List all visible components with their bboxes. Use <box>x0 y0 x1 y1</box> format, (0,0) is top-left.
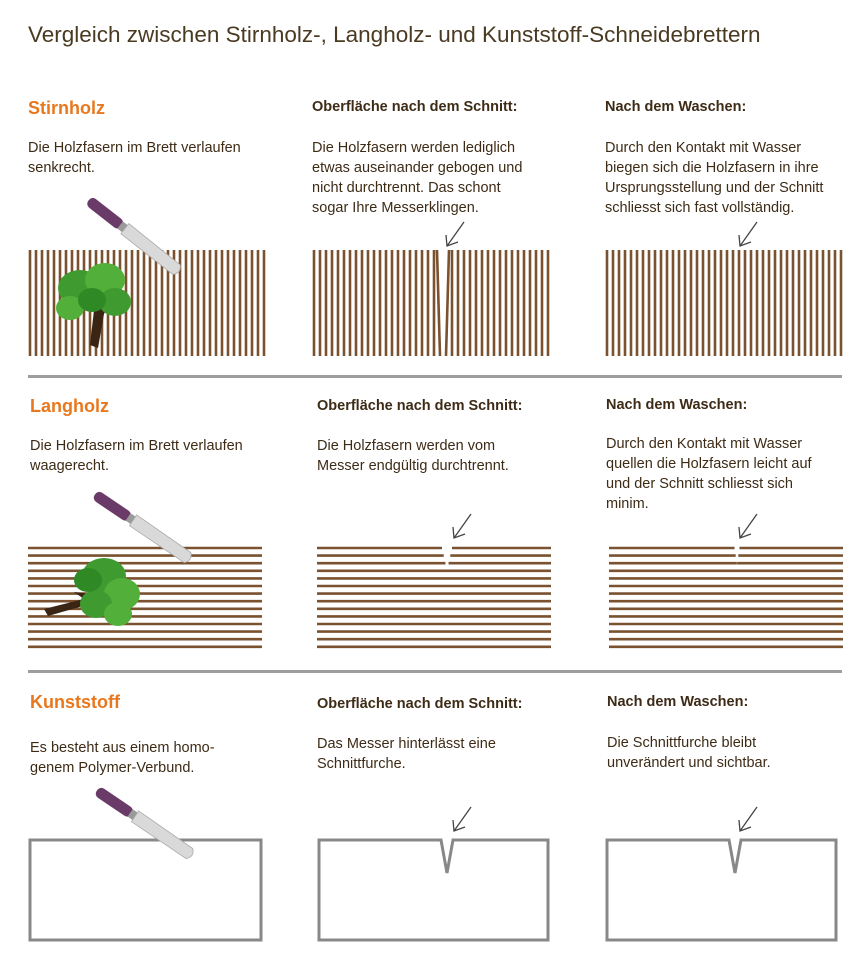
text-line: nicht durchtrennt. Das schont <box>312 180 501 196</box>
after-wash-heading-stirnholz: Nach dem Waschen: <box>605 99 747 115</box>
after-cut-text-kunststoff <box>317 734 572 774</box>
section-heading-stirnholz: Stirnholz <box>28 98 105 118</box>
text-line: schliesst sich fast vollständig. <box>605 200 795 216</box>
plastic-after-wash-illustration <box>605 805 845 945</box>
plastic-board <box>30 840 261 940</box>
after-cut-heading-langholz: Oberfläche nach dem Schnitt: <box>317 398 523 414</box>
after-wash-heading-kunststoff: Nach dem Waschen: <box>607 694 749 710</box>
description-line: Es besteht aus einem homo- <box>30 740 215 756</box>
plastic-board-illustration <box>28 780 268 945</box>
text-line: Die Holzfasern werden vom <box>317 438 496 454</box>
text-line: sogar Ihre Messerklingen. <box>312 200 479 216</box>
text-line: Die Holzfasern werden lediglich <box>312 140 516 156</box>
after-wash-text-kunststoff <box>607 733 862 773</box>
text-line: unverändert und sichtbar. <box>607 755 771 771</box>
description-line: Die Holzfasern im Brett verlaufen <box>30 438 243 454</box>
text-line: Messer endgültig durchtrennt. <box>317 458 509 474</box>
text-line: biegen sich die Holzfasern in ihre <box>605 160 819 176</box>
text-line: Das Messer hinterlässt eine <box>317 736 496 752</box>
text-line: Durch den Kontakt mit Wasser <box>606 436 803 452</box>
cut-arrow-icon <box>453 807 471 831</box>
section-heading-kunststoff: Kunststoff <box>30 692 120 712</box>
page-title: Vergleich zwischen Stirnholz-, Langholz- und Kunststoff-Schneidebrettern <box>28 22 761 47</box>
description-line: genem Polymer-Verbund. <box>30 760 195 776</box>
description-line: senkrecht. <box>28 160 95 176</box>
text-line: Durch den Kontakt mit Wasser <box>605 140 802 156</box>
description-line: waagerecht. <box>30 458 109 474</box>
description-kunststoff <box>30 738 285 778</box>
plastic-board-with-groove <box>319 840 548 940</box>
text-line: minim. <box>606 496 649 512</box>
text-line: Die Schnittfurche bleibt <box>607 735 757 751</box>
text-line: Schnittfurche. <box>317 756 406 772</box>
description-line: Die Holzfasern im Brett verlaufen <box>28 140 241 156</box>
plastic-board-with-groove <box>607 840 836 940</box>
text-line: quellen die Holzfasern leicht auf <box>606 456 812 472</box>
after-cut-heading-stirnholz: Oberfläche nach dem Schnitt: <box>312 99 518 115</box>
section-heading-langholz: Langholz <box>30 396 109 416</box>
plastic-after-cut-illustration <box>317 805 557 945</box>
after-wash-heading-langholz: Nach dem Waschen: <box>606 397 748 413</box>
cut-arrow-icon <box>739 807 757 831</box>
after-cut-heading-kunststoff: Oberfläche nach dem Schnitt: <box>317 696 523 712</box>
text-line: etwas auseinander gebogen und <box>312 160 523 176</box>
text-line: und der Schnitt schliesst sich <box>606 476 793 492</box>
text-line: Ursprungsstellung und der Schnitt <box>605 180 824 196</box>
